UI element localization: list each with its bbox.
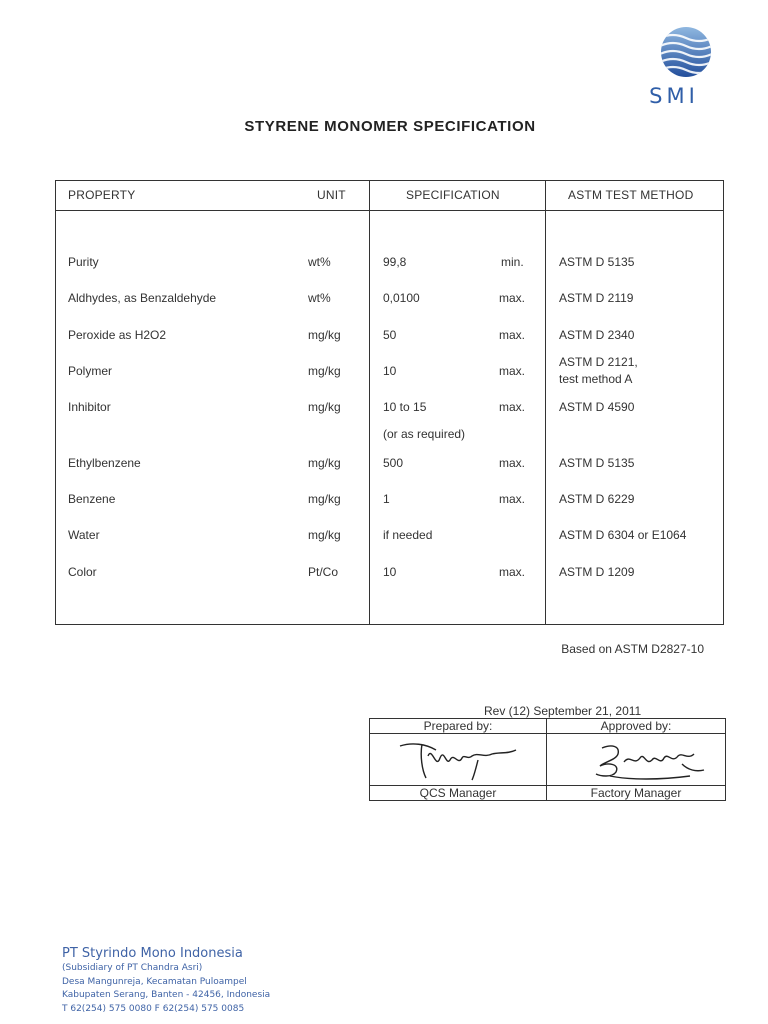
row-value: 99,8: [383, 255, 407, 269]
row-value: 500: [383, 456, 404, 470]
approved-by-role: Factory Manager: [590, 786, 682, 800]
row-value: 50: [383, 328, 397, 342]
footer-phone-fax: T 62(254) 575 0080 F 62(254) 575 0085: [62, 1003, 245, 1014]
row-property: Purity: [68, 255, 99, 269]
signature-header-divider: [370, 733, 725, 734]
document-title: STYRENE MONOMER SPECIFICATION: [244, 118, 536, 135]
row-method: ASTM D 5135: [559, 456, 635, 470]
row-method: ASTM D 2121,: [559, 355, 638, 369]
row-value: 10 to 15: [383, 400, 427, 414]
row-unit: mg/kg: [308, 400, 341, 414]
row-property: Water: [68, 528, 100, 542]
column-divider: [545, 181, 546, 624]
row-unit: mg/kg: [308, 328, 341, 342]
row-limit: min.: [501, 255, 524, 269]
company-footer: [62, 946, 270, 1016]
row-property: Polymer: [68, 364, 113, 378]
row-value-note: (or as required): [383, 427, 466, 441]
row-method: ASTM D 6229: [559, 492, 635, 506]
row-limit: max.: [499, 364, 526, 378]
header-property: PROPERTY: [68, 188, 136, 202]
prepared-signature: [392, 736, 522, 782]
row-unit: wt%: [308, 255, 331, 269]
specification-table: [55, 180, 724, 625]
prepared-by-role: QCS Manager: [419, 786, 497, 800]
standard-reference: Based on ASTM D2827-10: [561, 642, 704, 656]
prepared-by-label: Prepared by:: [423, 719, 493, 733]
row-unit: mg/kg: [308, 456, 341, 470]
row-property: Peroxide as H2O2: [68, 328, 167, 342]
revision-date: Rev (12) September 21, 2011: [484, 704, 642, 718]
row-property: Inhibitor: [68, 400, 111, 414]
header-unit: UNIT: [317, 188, 346, 202]
logo-text: SMI: [649, 84, 699, 108]
signature-column-divider: [546, 719, 547, 800]
row-value: 10: [383, 565, 397, 579]
footer-company-name: PT Styrindo Mono Indonesia: [62, 946, 243, 961]
row-property: Aldhydes, as Benzaldehyde: [68, 291, 217, 305]
footer-address-line: Kabupaten Serang, Banten - 42456, Indonesia: [62, 990, 271, 1000]
row-unit: wt%: [308, 291, 331, 305]
row-property: Benzene: [68, 492, 116, 506]
footer-subsidiary: (Subsidiary of PT Chandra Asri): [62, 963, 203, 973]
signature-table: [369, 718, 726, 801]
row-limit: max.: [499, 328, 526, 342]
row-method: ASTM D 6304 or E1064: [559, 528, 687, 542]
header-divider: [56, 210, 723, 211]
footer-address-line: Desa Mangunreja, Kecamatan Puloampel: [62, 976, 247, 987]
globe-icon: [660, 26, 712, 78]
approved-by-label: Approved by:: [600, 719, 672, 733]
row-limit: max.: [499, 565, 526, 579]
row-unit: Pt/Co: [308, 565, 339, 579]
row-limit: max.: [499, 400, 526, 414]
row-limit: max.: [499, 291, 526, 305]
row-limit: max.: [499, 456, 526, 470]
row-unit: mg/kg: [308, 364, 341, 378]
column-divider: [369, 181, 370, 624]
row-value: if needed: [383, 528, 433, 542]
row-method: ASTM D 2340: [559, 328, 635, 342]
row-method: ASTM D 1209: [559, 565, 635, 579]
row-method: ASTM D 4590: [559, 400, 635, 414]
approved-signature: [590, 736, 710, 782]
smi-logo: [632, 26, 716, 108]
row-limit: max.: [499, 492, 526, 506]
row-unit: mg/kg: [308, 528, 341, 542]
row-property: Ethylbenzene: [68, 456, 141, 470]
row-method-note: test method A: [559, 372, 633, 386]
row-value: 10: [383, 364, 397, 378]
row-value: 1: [383, 492, 390, 506]
row-method: ASTM D 5135: [559, 255, 635, 269]
header-test-method: ASTM TEST METHOD: [568, 188, 694, 202]
header-specification: SPECIFICATION: [406, 188, 500, 202]
row-property: Color: [68, 565, 97, 579]
row-unit: mg/kg: [308, 492, 341, 506]
row-value: 0,0100: [383, 291, 420, 305]
row-method: ASTM D 2119: [559, 291, 634, 305]
